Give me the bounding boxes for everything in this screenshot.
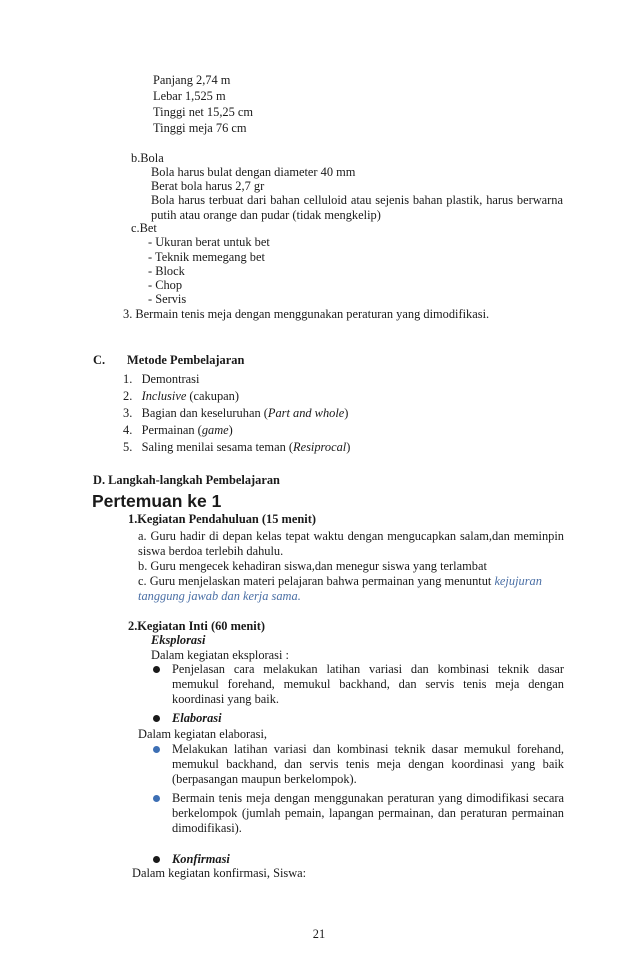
konfirmasi-label: Konfirmasi [172, 852, 230, 866]
meja-lebar: Lebar 1,525 m [153, 89, 226, 103]
elaborasi-intro: Dalam kegiatan elaborasi, [138, 727, 268, 741]
bet-item: - Ukuran berat untuk bet [148, 235, 270, 249]
metode-item: 4. Permainan (game) [123, 423, 233, 437]
pendahuluan-c: c. Guru menjelaskan materi pelajaran bahwa permainan yang menuntut kejujuran [138, 574, 542, 588]
pendahuluan-c-cont: tanggung jawab dan kerja sama. [138, 589, 301, 603]
konfirmasi-intro: Dalam kegiatan konfirmasi, Siswa: [132, 866, 307, 880]
meja-tinggi: Tinggi meja 76 cm [153, 121, 247, 135]
bola-item: Berat bola harus 2,7 gr [151, 179, 265, 193]
bet-item: - Chop [148, 278, 183, 292]
bullet-icon [153, 746, 160, 753]
metode-item: 3. Bagian dan keseluruhan (Part and whole) [123, 406, 349, 420]
bullet-icon [153, 666, 160, 673]
bola-item: Bola harus terbuat dari bahan celluloid atau sejenis bahan plastik, harus berwarna putih atau orange dan pudar (tidak mengkelip) [151, 193, 563, 222]
eksplorasi-bullet: Penjelasan cara melakukan latihan variasi dan kombinasi teknik dasar memukul forehand, memukul backhand, dan servis tenis meja dengan koordinasi yang baik. [172, 662, 564, 706]
bet-item: - Teknik memegang bet [148, 250, 265, 264]
eksplorasi-intro: Dalam kegiatan eksplorasi : [151, 648, 289, 662]
bullet-icon [153, 715, 160, 722]
pendahuluan-a: a. Guru hadir di depan kelas tepat waktu dengan mengucapkan salam,dan meminpin siswa berdoa terlebih dahulu. [138, 529, 564, 558]
pendahuluan-title: 1.Kegiatan Pendahuluan (15 menit) [128, 512, 316, 526]
section-c-title: Metode Pembelajaran [127, 353, 245, 367]
section-d-title: D. Langkah-langkah Pembelajaran [93, 473, 280, 487]
bet-heading: c.Bet [131, 221, 157, 235]
meja-panjang: Panjang 2,74 m [153, 73, 231, 87]
page-number: 21 [312, 927, 326, 941]
eksplorasi-label: Eksplorasi [151, 633, 206, 647]
bullet-icon [153, 795, 160, 802]
bet-item: - Servis [148, 292, 187, 306]
bola-heading: b.Bola [131, 151, 164, 165]
bet-item: - Block [148, 264, 185, 278]
elaborasi-label: Elaborasi [172, 711, 222, 725]
section-c-letter: C. [93, 353, 106, 367]
pertemuan-heading: Pertemuan ke 1 [92, 491, 222, 511]
inti-title: 2.Kegiatan Inti (60 menit) [128, 619, 265, 633]
elaborasi-bullet: Bermain tenis meja dengan menggunakan peraturan yang dimodifikasi secara berkelompok (jumlah pemain, lapangan permainan, dan peraturan permainan dimodifikasi). [172, 791, 564, 835]
item-3: 3. Bermain tenis meja dengan menggunakan peraturan yang dimodifikasi. [123, 307, 490, 321]
metode-item: 2. Inclusive (cakupan) [123, 389, 239, 403]
pendahuluan-b: b. Guru mengecek kehadiran siswa,dan menegur siswa yang terlambat [138, 559, 487, 573]
metode-item: 1. Demontrasi [123, 372, 200, 386]
metode-item: 5. Saling menilai sesama teman (Resiprocal) [123, 440, 351, 454]
meja-tinggi-net: Tinggi net 15,25 cm [153, 105, 254, 119]
elaborasi-bullet: Melakukan latihan variasi dan kombinasi teknik dasar memukul forehand, memukul backhand, dan servis tenis meja dengan koordinasi yang baik (berpasangan maupun berkelompok). [172, 742, 564, 786]
bullet-icon [153, 856, 160, 863]
bola-item: Bola harus bulat dengan diameter 40 mm [151, 165, 356, 179]
